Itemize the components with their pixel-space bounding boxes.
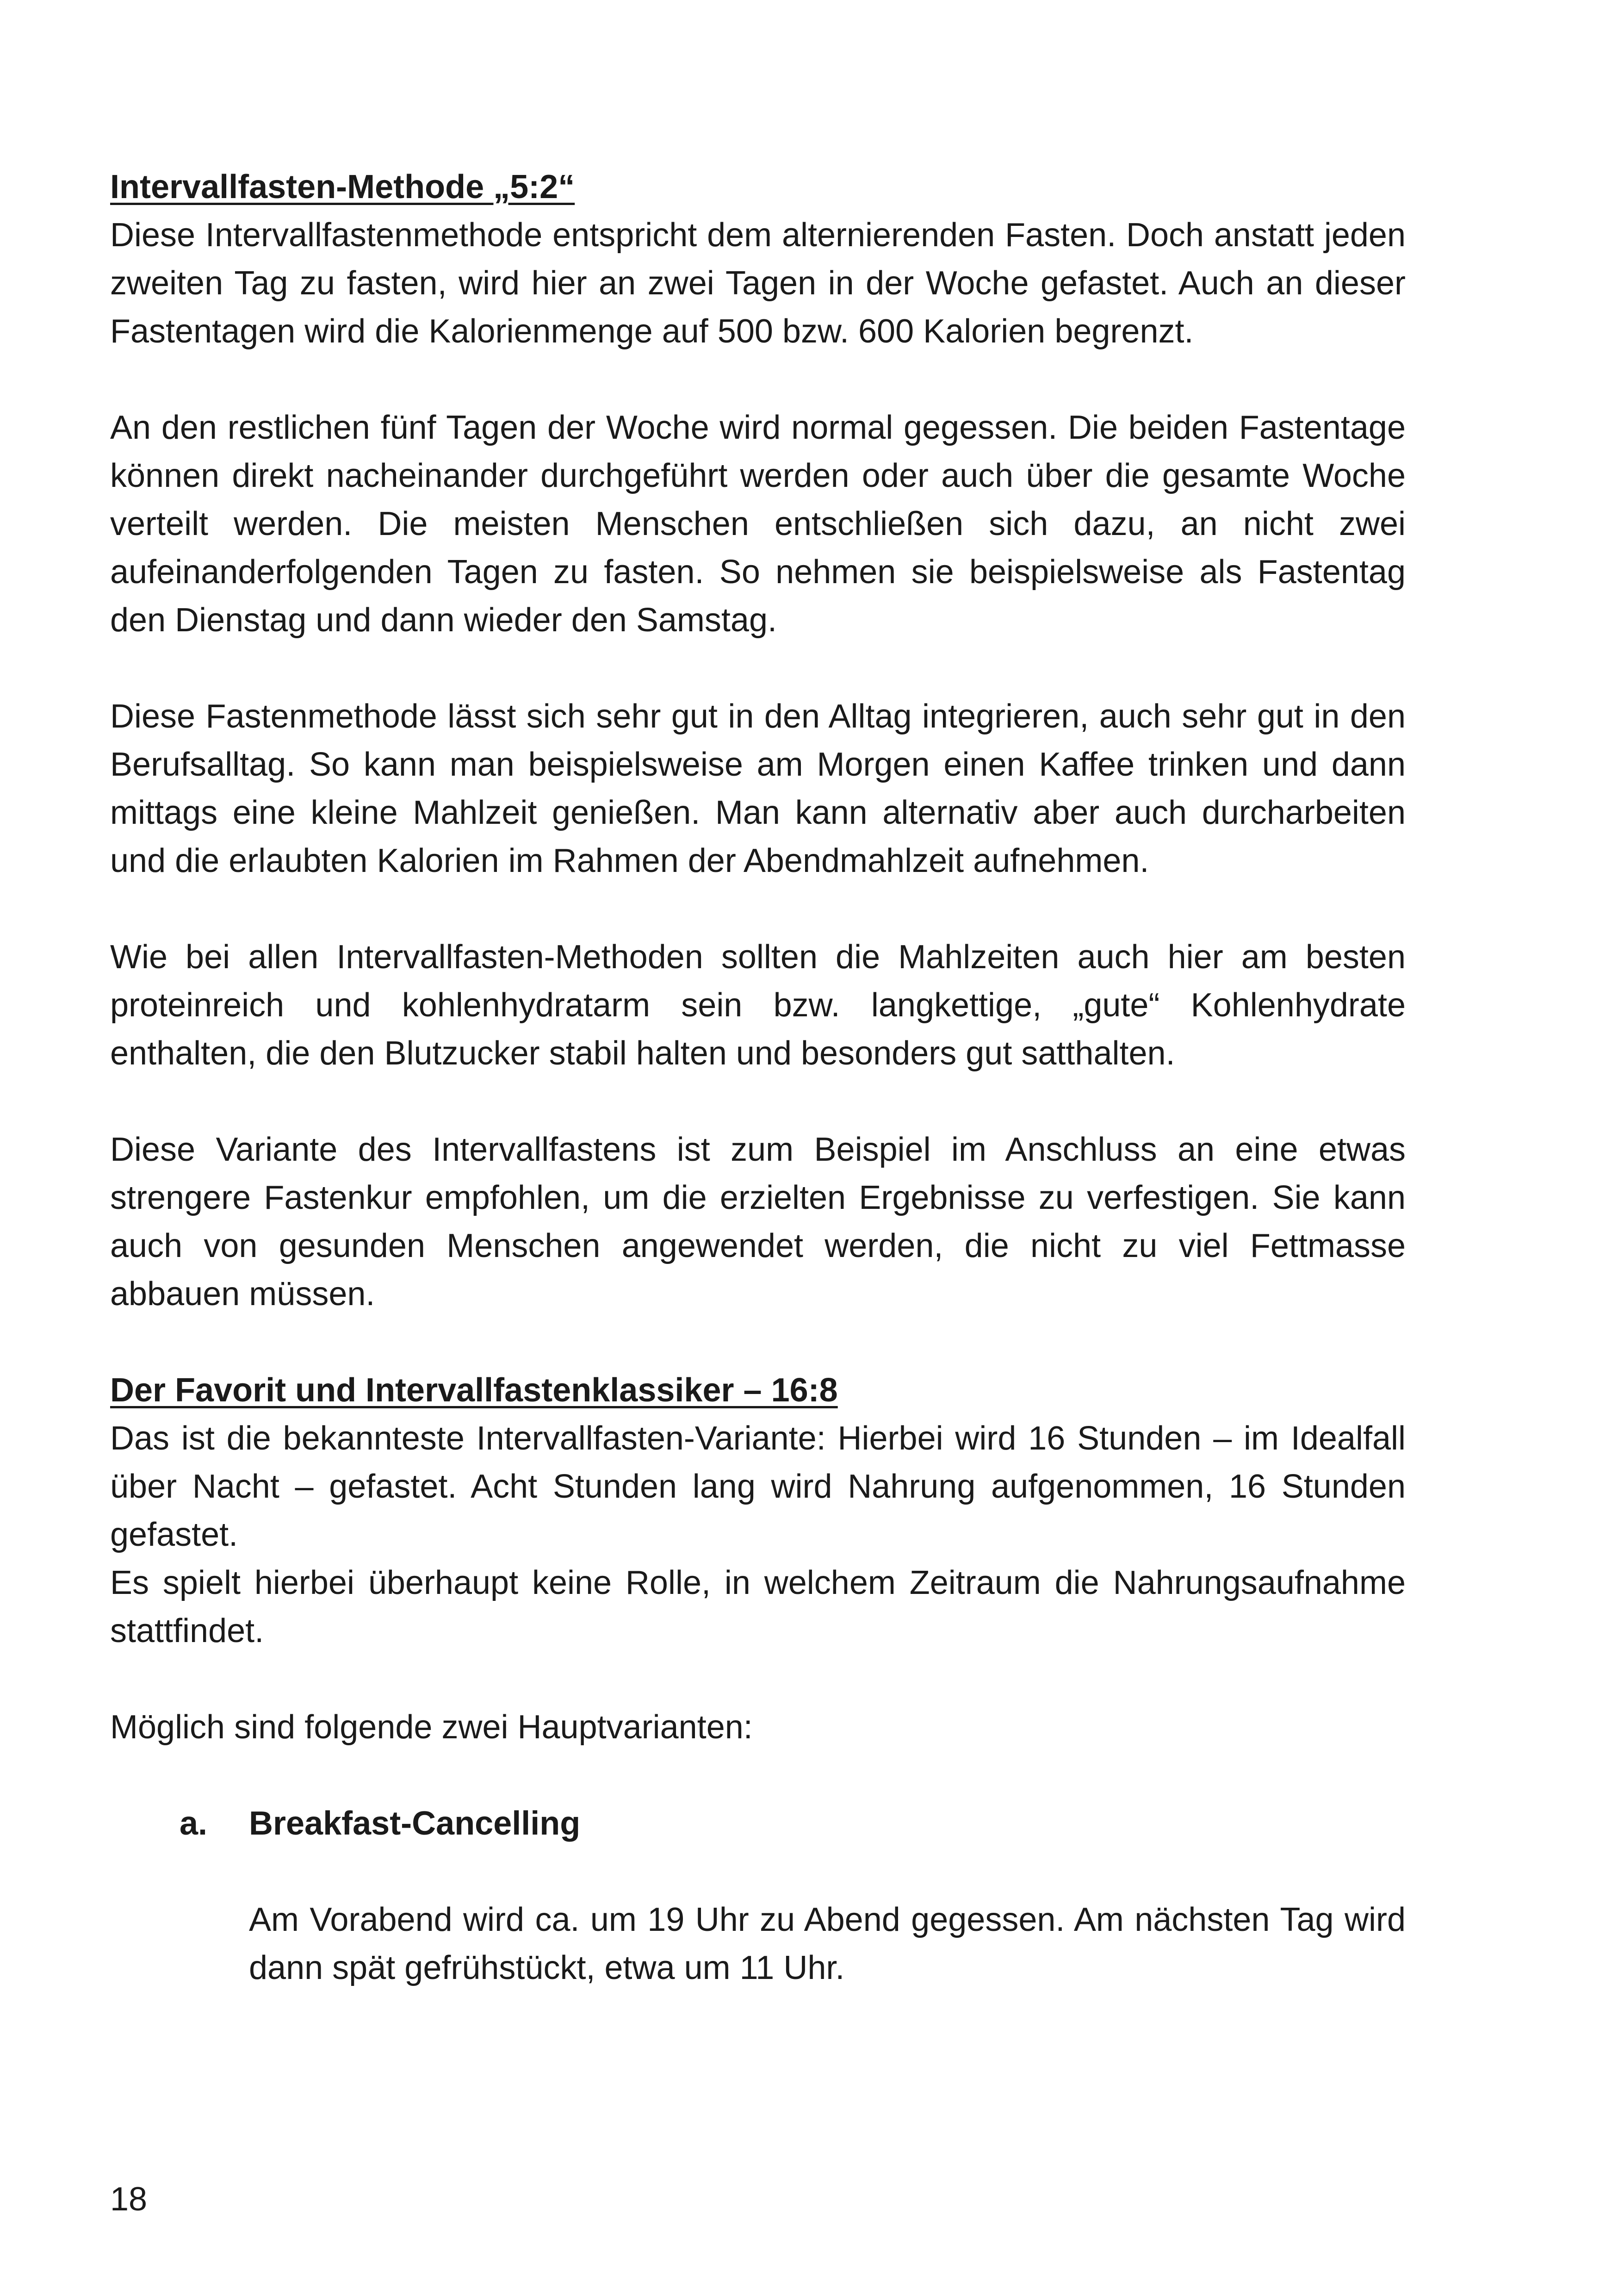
list-item — [110, 1799, 1406, 1848]
page-number: 18 — [110, 2181, 148, 2218]
paragraph: Es spielt hierbei überhaupt keine Rolle, in welchem Zeitraum die Nahrungsaufnahme stattfindet. — [110, 1564, 1406, 1649]
paragraph: Das ist die bekannteste Intervallfasten-Variante: Hierbei wird 16 Stunden – im Idealfall über Nacht – gefastet. Acht Stunden lang wird Nahrung aufgenommen, 16 Stunden gefastet. — [110, 1420, 1406, 1553]
paragraph: Diese Fastenmethode lässt sich sehr gut in den Alltag integrieren, auch sehr gut in den Berufsalltag. So kann man beispielsweise am Morgen einen Kaffee trinken und dann mittags eine kleine Mahlzeit genießen. Man kann alternativ aber auch durcharbeiten und die erlaubten Kalorien im Rahmen der Abendmahlzeit aufnehmen. — [110, 698, 1406, 879]
list-item-body: Am Vorabend wird ca. um 19 Uhr zu Abend gegessen. Am nächsten Tag wird dann spät gefrühstückt, etwa um 11 Uhr. — [249, 1901, 1406, 1986]
list-marker: a. — [180, 1805, 208, 1842]
section-heading-16-8: Der Favorit und Intervallfastenklassiker – 16:8 — [110, 1372, 838, 1409]
paragraph: An den restlichen fünf Tagen der Woche wird normal gegessen. Die beiden Fastentage können direkt nacheinander durchgeführt werden oder auch über die gesamte Woche verteilt werden. Die meisten Menschen entschließen sich dazu, an nicht zwei aufeinanderfolgenden Tagen zu fasten. So nehmen sie beispielsweise als Fastentag den Dienstag und dann wieder den Samstag. — [110, 409, 1406, 639]
paragraph: Diese Variante des Intervallfastens ist zum Beispiel im Anschluss an eine etwas strengere Fastenkur empfohlen, um die erzielten Ergebnisse zu verfestigen. Sie kann auch von gesunden Menschen angewendet werden, die nicht zu viel Fettmasse abbauen müssen. — [110, 1131, 1406, 1313]
page-content — [110, 163, 1406, 1992]
section-heading-5-2: Intervallfasten-Methode „5:2“ — [110, 168, 575, 205]
paragraph: Diese Intervallfastenmethode entspricht dem alternierenden Fasten. Doch anstatt jeden zweiten Tag zu fasten, wird hier an zwei Tagen in der Woche gefastet. Auch an dieser Fastentagen wird die Kalorienmenge auf 500 bzw. 600 Kalorien begrenzt. — [110, 217, 1406, 350]
paragraph: Möglich sind folgende zwei Hauptvarianten: — [110, 1709, 753, 1746]
list-item-title: Breakfast-Cancelling — [249, 1805, 581, 1842]
paragraph: Wie bei allen Intervallfasten-Methoden sollten die Mahlzeiten auch hier am besten proteinreich und kohlenhydratarm sein bzw. langkettige, „gute“ Kohlenhydrate enthalten, die den Blutzucker stabil halten und besonders gut satthalten. — [110, 939, 1406, 1072]
